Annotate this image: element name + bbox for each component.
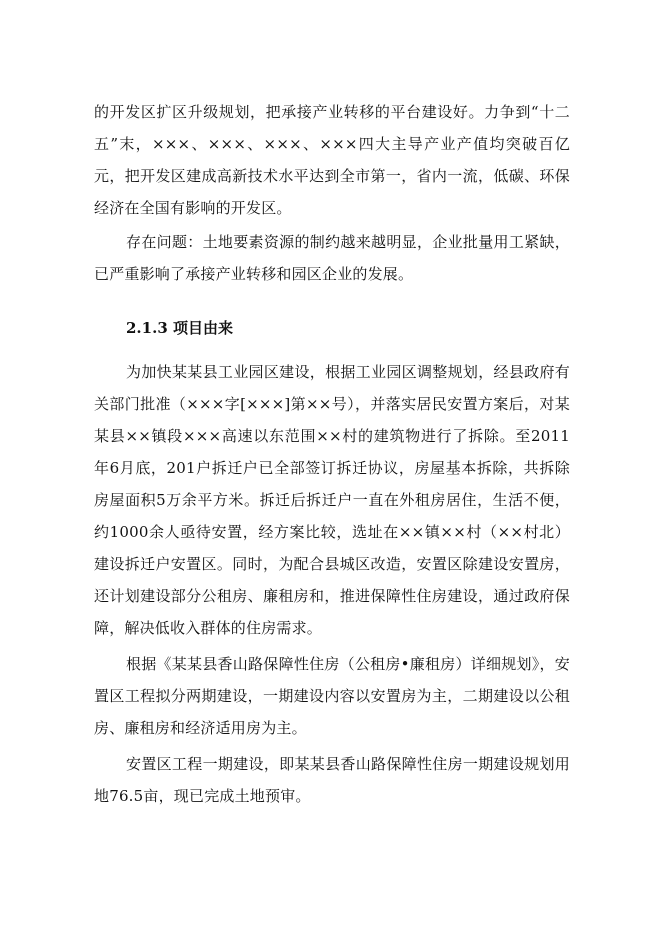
paragraph-plan: 根据《某某县香山路保障性住房（公租房•廉租房）详细规划》，安置区工程拟分两期建设，一期建设内容以安置房为主，二期建设以公租房、廉租房和经济适用房为主。 bbox=[94, 655, 570, 737]
intro-section bbox=[94, 96, 570, 290]
body-section bbox=[94, 356, 570, 812]
paragraph-problems: 存在问题：土地要素资源的制约越来越明显，企业批量用工紧缺，已严重影响了承接产业转移和园区企业的发展。 bbox=[94, 233, 570, 283]
section-heading: 2.1.3 项目由来 bbox=[126, 319, 233, 337]
paragraph-background: 为加快某某县工业园区建设，根据工业园区调整规划，经县政府有关部门批准（×××字[×××]第××号），并落实居民安置方案后，对某某县××镇段×××高速以东范围××村的建筑物进行了拆除。至2011年6月底，201户拆迁户已全部签订拆迁协议，房屋基本拆除，共拆除房屋面积5万余平方米。拆迁后拆迁户一直在外租房居住，生活不便，约1000余人亟待安置，经方案比较，选址在××镇××村（××村北）建设拆迁户安置区。同时，为配合县城区改造，安置区除建设安置房，还计划建设部分公租房、廉租房和，推进保障性住房建设，通过政府保障，解决低收入群体的住房需求。 bbox=[94, 363, 570, 637]
paragraph-phase-one: 安置区工程一期建设，即某某县香山路保障性住房一期建设规划用地76.5亩，现已完成土地预审。 bbox=[94, 755, 570, 805]
paragraph-continuation: 的开发区扩区升级规划，把承接产业转移的平台建设好。力争到“十二五”末，×××、×××、×××、×××四大主导产业产值均突破百亿元，把开发区建成高新技术水平达到全市第一，省内一流，低碳、环保经济在全国有影响的开发区。 bbox=[94, 103, 570, 217]
